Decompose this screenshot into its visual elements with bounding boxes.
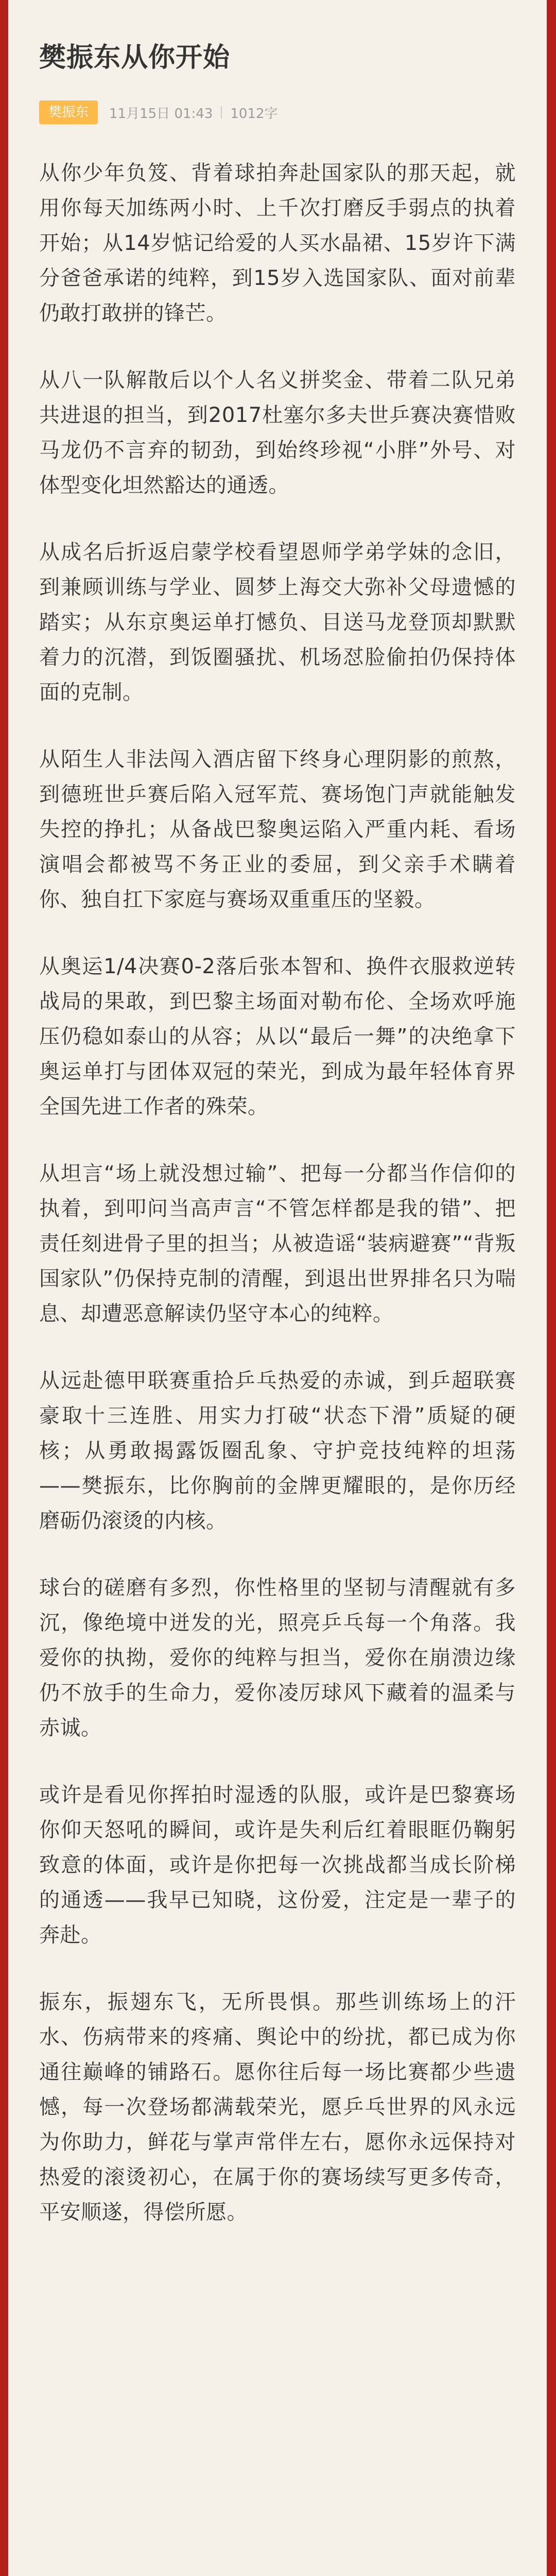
author-tag[interactable]: 樊振东	[39, 100, 98, 124]
article-body	[39, 156, 516, 2230]
paragraph: 球台的磋磨有多烈，你性格里的坚韧与清醒就有多沉，像绝境中迸发的光，照亮乒乓每一个角落。我爱你的执拗，爱你的纯粹与担当，爱你在崩溃边缘仍不放手的生命力，爱你凌厉球风下藏着的温柔与赤诚。	[39, 1576, 516, 1740]
paragraph: 振东，振翅东飞，无所畏惧。那些训练场上的汗水、伤病带来的疼痛、舆论中的纷扰，都已成为你通往巅峰的铺路石。愿你往后每一场比赛都少些遗憾，每一次登场都满载荣光，愿乒乓世界的风永远为你助力，鲜花与掌声常伴左右，愿你永远保持对热爱的滚烫初心，在属于你的赛场续写更多传奇，平安顺遂，得偿所愿。	[39, 1990, 516, 2224]
paragraph: 从陌生人非法闯入酒店留下终身心理阴影的煎熬，到德班世乒赛后陷入冠军荒、赛场饱门声就能触发失控的挣扎；从备战巴黎奥运陷入严重内耗、看场演唱会都被骂不务正业的委屈，到父亲手术瞒着你、独自扛下家庭与赛场双重重压的坚毅。	[39, 748, 516, 911]
paragraph: 从你少年负笈、背着球拍奔赴国家队的那天起，就用你每天加练两小时、上千次打磨反手弱点的执着开始；从14岁惦记给爱的人买水晶裙、15岁许下满分爸爸承诺的纯粹，到15岁入选国家队、面对前辈仍敢打敢拼的锋芒。	[39, 161, 516, 325]
paragraph: 从奥运1/4决赛0-2落后张本智和、换件衣服救逆转战局的果敢，到巴黎主场面对勒布伦、全场欢呼施压仍稳如泰山的从容；从以“最后一舞”的决绝拿下奥运单打与团体双冠的荣光，到成为最年轻体育界全国先进工作者的殊荣。	[39, 955, 516, 1118]
article-title: 樊振东从你开始	[39, 42, 231, 73]
article-meta	[39, 99, 547, 126]
paragraph: 从八一队解散后以个人名义拼奖金、带着二队兄弟共进退的担当，到2017杜塞尔多夫世乒赛决赛惜败马龙仍不言弃的韧劲，到始终珍视“小胖”外号、对体型变化坦然豁达的通透。	[39, 368, 516, 497]
paragraph: 或许是看见你挥拍时湿透的队服，或许是巴黎赛场你仰天怒吼的瞬间，或许是失利后红着眼眶仍鞠躬致意的体面，或许是你把每一次挑战都当成长阶梯的通透——我早已知晓，这份爱，注定是一辈子的奔赴。	[39, 1783, 516, 1947]
article-card	[8, 0, 547, 2576]
paragraph: 从远赴德甲联赛重拾乒乓热爱的赤诚，到乒超联赛豪取十三连胜、用实力打破“状态下滑”质疑的硬核；从勇敢揭露饭圈乱象、守护竞技纯粹的坦荡——樊振东，比你胸前的金牌更耀眼的，是你历经磨砺仍滚烫的内核。	[39, 1369, 516, 1533]
meta-divider	[221, 106, 222, 118]
paragraph: 从成名后折返启蒙学校看望恩师学弟学妹的念旧，到兼顾训练与学业、圆梦上海交大弥补父母遗憾的踏实；从东京奥运单打憾负、目送马龙登顶却默默着力的沉潜，到饭圈骚扰、机场怼脸偷拍仍保持体面的克制。	[39, 540, 516, 704]
publish-date: 11月15日 01:43	[109, 106, 213, 122]
word-count: 1012字	[230, 106, 278, 122]
paragraph: 从坦言“场上就没想过输”、把每一分都当作信仰的执着，到叩问当高声言“不管怎样都是我的错”、把责任刻进骨子里的担当；从被造谣“装病避赛”“背叛国家队”仍保持克制的清醒，到退出世界排名只为喘息、却遭恶意解读仍坚守本心的纯粹。	[39, 1162, 516, 1326]
